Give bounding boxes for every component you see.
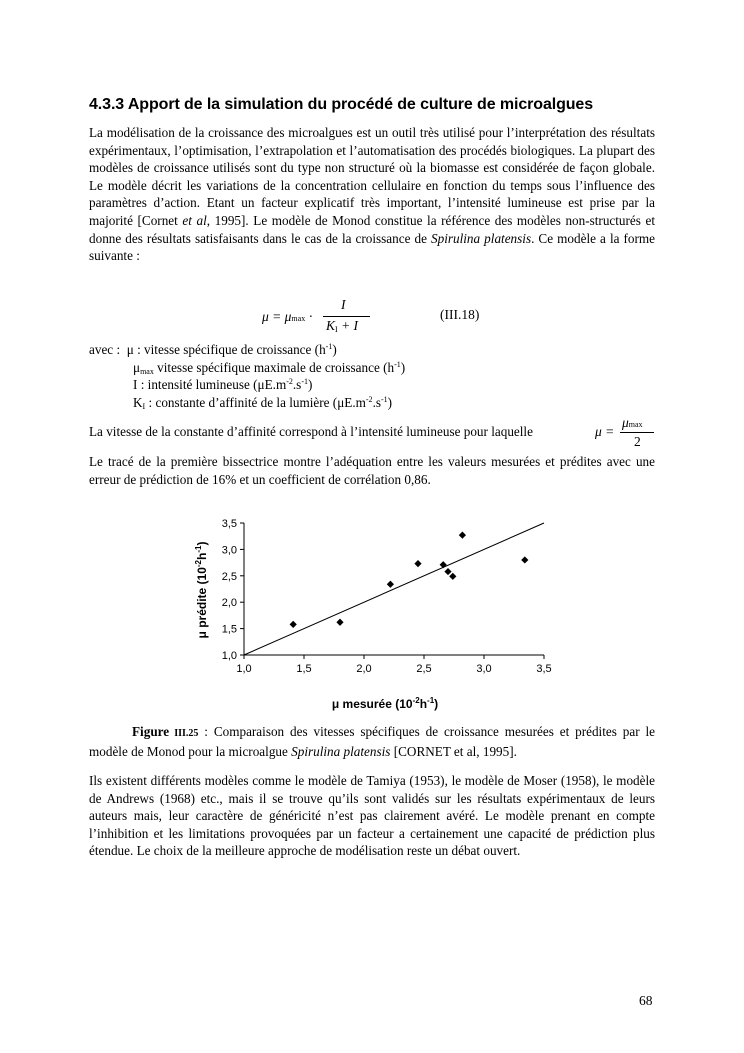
y-axis-label: μ prédite $(10^{-2}h^{-1})$ (194, 541, 209, 639)
figure-caption: Figure III.25 : Comparaison des vitesses spécifiques de croissance mesurées et prédites par le modèle de Monod pour la microalgue Spirulina platensis [CORNET et al, 1995]. (89, 724, 655, 759)
data-point (414, 560, 421, 567)
bissectrice-paragraph: Le tracé de la première bissectrice montre l’adéquation entre les valeurs mesurées et prédites avec une erreur de prédiction de 16% et un coefficient de corrélation 0,86. (89, 454, 655, 487)
x-tick-label: 1,0 (236, 663, 252, 675)
x-tick-label: 2,0 (356, 663, 372, 675)
data-point (290, 621, 297, 628)
x-tick-label: 1,5 (296, 663, 312, 675)
equation-label: (III.18) (440, 307, 480, 322)
y-tick-label: 2,5 (221, 570, 237, 583)
y-tick-label: 1,0 (221, 650, 237, 662)
scatter-chart (180, 505, 570, 720)
intro-paragraph: La modélisation de la croissance des microalgues est un outil très utilisé pour l’interprétation des résultats expérimentaux, l’optimisation, l’extrapolation et l’automatisation des procédés biologiques. La plupart des modèles de croissance utilisés sont du type non structuré où la biomasse est considérée de façon globale. Le modèle décrit les variations de la concentration cellulaire en fonction du temps sous l’influence des paramètres d’action. Etant un facteur explicatif très important, l’intensité lumineuse est prise par la majorité [Cornet et al, 1995]. Le modèle de Monod constitue la référence des modèles non-structurés et donne des résultats satisfaisants dans le cas de la croissance de Spirulina platensis. Ce modèle a la forme suivante : (89, 125, 656, 264)
data-point (387, 581, 394, 588)
y-tick-label: 2,0 (221, 597, 237, 610)
y-tick-label: 3,5 (221, 518, 237, 530)
y-tick-label: 3,0 (221, 544, 237, 557)
x-tick-label: 3,0 (476, 663, 492, 675)
data-point (440, 561, 447, 568)
conclusion-paragraph: Ils existent différents modèles comme le modèle de Tamiya (1953), le modèle de Moser (1958), le modèle de Andrews (1968) etc., mais il se trouve qu’ils sont validés sur les résultats expérimentaux de leurs auteurs mais, leur caractère de généricité n’est pas clairement avéré. Le modèle prenant en compte l’inhibition et les limitations provoquées par un facteur a certainement une capacité de prédiction plus étendue. Le choix de la meilleure approche de modélisation reste un débat ouvert. (89, 773, 655, 859)
data-point (444, 568, 451, 575)
section-title: 4.3.3 Apport de la simulation du procédé de culture de microalgues (89, 96, 594, 113)
data-point (449, 573, 456, 580)
fraction-bar (323, 316, 370, 317)
x-tick-label: 2,5 (416, 663, 432, 675)
page-number: 68 (639, 993, 653, 1008)
bissectrice-line (244, 523, 544, 655)
x-tick-label: 3,5 (536, 663, 552, 675)
data-point (521, 556, 528, 563)
x-axis-label: μ mesurée $(10^{-2}h^{-1})$ (331, 696, 439, 711)
definitions-list: avec : μ : vitesse spécifique de croissance $(h^{-1})$ $\mu_{max}$ vitesse spécifique maximale de croissance $(h^{-1})$ I : intensité lumineuse $(\mu E.m^{-2}.s^{-1})$ $K_I$ : constante d’affinité de la lumière $(\mu E.m^{-2}.s^{-1})$ (89, 342, 406, 412)
y-tick-label: 1,5 (221, 623, 237, 636)
data-point (459, 532, 466, 539)
data-point (336, 619, 343, 626)
